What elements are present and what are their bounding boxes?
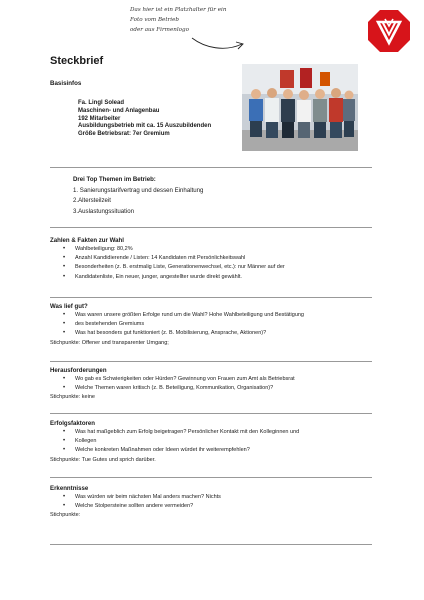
company-line: Ausbildungsbetrieb mit ca. 15 Auszubildenden: [78, 123, 212, 130]
top-themes-heading: Drei Top Themen im Betrieb:: [73, 176, 156, 183]
list-item: • Welche Themen waren kritisch (z. B. Beteiligung, Kommunikation, Organisation)?: [50, 384, 380, 393]
divider: [50, 477, 372, 478]
stichpunkte: Stichpunkte: keine: [50, 394, 95, 401]
section-heading: Zahlen & Fakten zur Wahl: [50, 237, 124, 244]
list-item: • Was hat besonders gut funktioniert (z. B. Mobilisierung, Ansprache, Aktionen)?: [50, 329, 380, 338]
section-gut: [50, 302, 380, 348]
divider: [50, 413, 372, 414]
top-theme-item: 3.Auslastungssituation: [73, 207, 134, 215]
divider: [50, 361, 372, 362]
list-item: • Welche konkreten Maßnahmen oder Ideen würdet ihr weiterempfehlen?: [50, 446, 380, 455]
group-photo: [242, 64, 358, 151]
divider: [50, 167, 372, 168]
divider: [50, 227, 372, 228]
list-item: • Wo gab es Schwierigkeiten oder Hürden? Gewinnung von Frauen zum Amt als Betriebsrat: [50, 375, 380, 384]
list-item: • Was hat maßgeblich zum Erfolg beigetragen? Persönlicher Kontakt mit den Kolleginnen und: [50, 428, 380, 437]
list-item: • Wahlbeteiligung: 80,2%: [50, 245, 380, 254]
list-item: • Was waren unsere größten Erfolge rund um die Wahl? Hohe Wahlbeteiligung und Bestätigung: [50, 311, 380, 320]
divider: [50, 297, 372, 298]
union-logo-icon: [368, 10, 410, 52]
top-themes: [73, 175, 203, 217]
divider: [50, 544, 372, 545]
basisinfos-label: Basisinfos: [50, 80, 82, 87]
list-item: • Besonderheiten (z. B. erstmalig Liste, Generationenwechsel, etc.): nur Männer auf der: [50, 263, 380, 272]
list-item: • Was würden wir beim nächsten Mal anders machen? Nichts: [50, 493, 380, 502]
list-item: • Welche Stolpersteine sollten andere vermeiden?: [50, 502, 380, 511]
section-herausforderungen: [50, 366, 380, 403]
note-line-3: oder aus Firmenlogo: [130, 27, 189, 33]
stichpunkte: Stichpunkte: Tue Gutes und sprich darüber.: [50, 456, 156, 463]
stichpunkte: Stichpunkte:: [50, 512, 81, 519]
section-erkenntnisse: [50, 484, 380, 521]
note-line-2: Foto vom Betrieb: [130, 17, 179, 23]
page-title: Steckbrief: [50, 55, 104, 67]
top-theme-item: 2.Altersteilzeit: [73, 197, 111, 205]
list-item-continued: • des bestehenden Gremiums: [50, 320, 380, 329]
list-item-continued: • Kollegen: [50, 437, 380, 446]
company-line: Größe Betriebsrat: 7er Gremium: [78, 131, 170, 138]
list-item: • Anzahl Kandidierende / Listen: 14 Kandidaten mit Persönlichkeitswahl: [50, 254, 380, 263]
section-heading: Herausforderungen: [50, 367, 107, 374]
company-info: [78, 100, 211, 139]
section-heading: Erkenntnisse: [50, 485, 89, 492]
note-line-1: Das hier ist ein Platzhalter für ein: [130, 7, 227, 13]
company-line: 192 Mitarbeiter: [78, 115, 121, 122]
arrow-icon: [190, 24, 250, 54]
company-line: Maschinen- und Anlagenbau: [78, 107, 160, 114]
top-theme-item: 1. Sanierungstarifvertrag und dessen Einhaltung: [73, 186, 204, 194]
section-heading: Was lief gut?: [50, 303, 88, 310]
list-item-continued: • Kandidatenliste, Ein neuer, junger, angestellter wurde direkt gewählt.: [50, 273, 380, 282]
section-zahlen: [50, 236, 380, 282]
section-erfolgsfaktoren: [50, 419, 380, 465]
company-line: Fa. Lingl Solead: [78, 100, 125, 106]
section-heading: Erfolgsfaktoren: [50, 420, 96, 427]
stichpunkte: Stichpunkte: Offener und transparenter Umgang;: [50, 339, 169, 346]
